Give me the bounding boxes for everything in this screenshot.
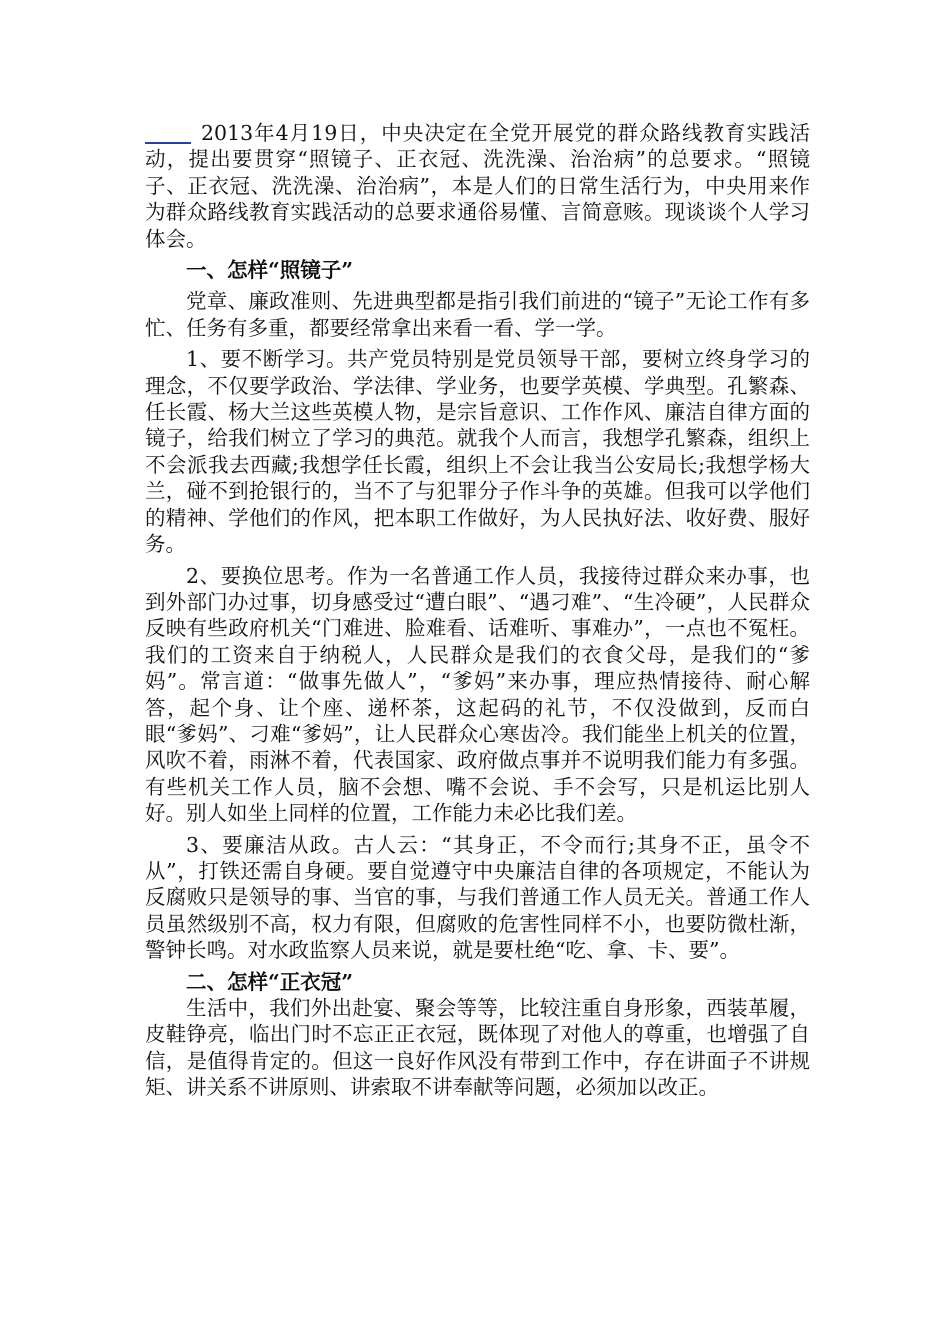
section-2-lead: 生活中，我们外出赴宴、聚会等等，比较注重自身形象，西装革履，皮鞋铮亮，临出门时不忘正正衣冠，既体现了对他人的尊重，也增强了自信，是值得肯定的。但这一良好作风没有带到工作中，存在讲面子不讲规矩、讲关系不讲原则、讲索取不讲奉献等问题，必须加以改正。 <box>145 996 810 1100</box>
intro-text: 2013年4月19日，中央决定在全党开展党的群众路线教育实践活动，提出要贯穿“照镜子、正衣冠、洗洗澡、治治病”的总要求。“照镜子、正衣冠、洗洗澡、治治病”，本是人们的日常生活行为，中央用来作为群众路线教育实践活动的总要求通俗易懂、言简意赅。现谈谈个人学习体会。 <box>145 121 810 251</box>
section-1-point-3: 3、要廉洁从政。古人云：“其身正，不令而行;其身不正，虽令不从”，打铁还需自身硬。要自觉遵守中央廉洁自律的各项规定，不能认为反腐败只是领导的事、当官的事，与我们普通工作人员无关。普通工作人员虽然级别不高，权力有限，但腐败的危害性同样不小，也要防微杜渐，警钟长鸣。对水政监察人员来说，就是要杜绝“吃、拿、卡、要”。 <box>145 832 810 963</box>
section-1-heading: 一、怎样“照镜子” <box>186 258 354 283</box>
section-1-point-1: 1、要不断学习。共产党员特别是党员领导干部，要树立终身学习的理念，不仅要学政治、学法律、学业务，也要学英模、学典型。孔繁森、任长霞、杨大兰这些英模人物，是宗旨意识、工作作风、廉洁自律方面的镜子，给我们树立了学习的典范。就我个人而言，我想学孔繁森，组织上不会派我去西藏;我想学任长霞，组织上不会让我当公安局长;我想学杨大兰，碰不到抢银行的，当不了与犯罪分子作斗争的英雄。但我可以学他们的精神、学他们的作风，把本职工作做好，为人民执好法、收好费、服好务。 <box>145 347 810 557</box>
section-2-heading: 二、怎样“正衣冠” <box>186 969 354 994</box>
underline-blank <box>145 120 191 144</box>
intro-paragraph <box>145 120 810 252</box>
document-body <box>145 120 810 1101</box>
section-1-lead: 党章、廉政准则、先进典型都是指引我们前进的“镜子”无论工作有多忙、任务有多重，都要经常拿出来看一看、学一学。 <box>145 289 810 340</box>
section-1-point-2: 2、要换位思考。作为一名普通工作人员，我接待过群众来办事，也到外部门办过事，切身感受过“遭白眼”、“遇刁难”、“生冷硬”，人民群众反映有些政府机关“门难进、脸难看、话难听、事难办”，一点也不冤枉。我们的工资来自于纳税人，人民群众是我们的衣食父母，是我们的“爹妈”。常言道：“做事先做人”，“爹妈”来办事，理应热情接待、耐心解答，起个身、让个座、递杯茶，这起码的礼节，不仅没做到，反而白眼“爹妈”、刁难“爹妈”，让人民群众心寒齿冷。我们能坐上机关的位置，风吹不着，雨淋不着，代表国家、政府做点事并不说明我们能力有多强。有些机关工作人员，脑不会想、嘴不会说、手不会写，只是机运比别人好。别人如坐上同样的位置，工作能力未必比我们差。 <box>145 563 810 826</box>
